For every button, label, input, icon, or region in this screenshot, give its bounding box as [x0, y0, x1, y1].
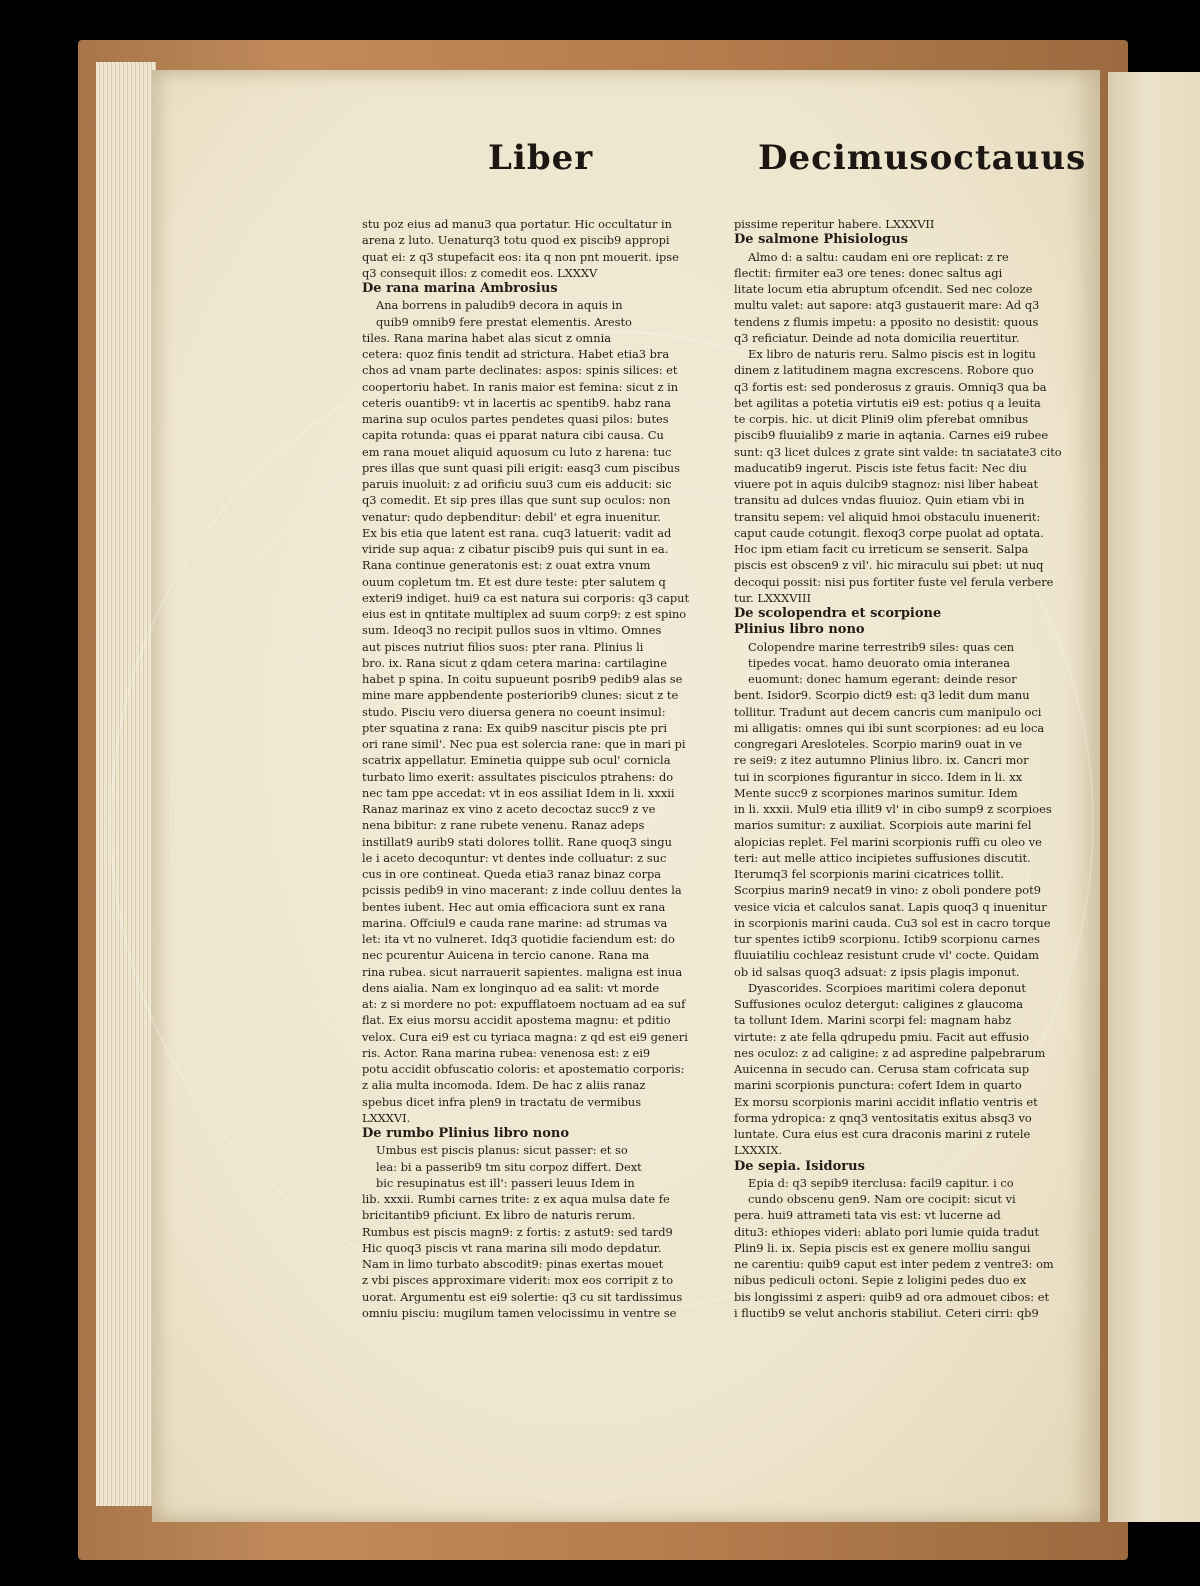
- text-line: sunt: q3 licet dulces z grate sint valde: tn saciatate3 cito: [734, 444, 1062, 459]
- text-line: decoqui possit: nisi pus fortiter fuste vel ferula verbere: [734, 574, 1054, 589]
- text-line: piscis est obscen9 z vil'. hic miraculu sui pbet: ut nuq: [734, 558, 1044, 573]
- text-line: marios sumitur: z auxiliat. Scorpiois aute marini fel: [734, 818, 1032, 833]
- text-line: ne carentiu: quib9 caput est inter pedem z ventre3: om: [734, 1257, 1054, 1271]
- text-line: alopicias replet. Fel marini scorpionis ruffi cu oleo ve: [734, 834, 1042, 849]
- text-line: bent. Isidor9. Scorpio dict9 est: q3 ledit dum manu: [734, 688, 1030, 703]
- text-line: nec pcurentur Auicena in tercio canone. Rana ma: [362, 948, 650, 963]
- text-line: paruis inuoluit: z ad orificiu suu3 cum eis adducit: sic: [362, 477, 672, 491]
- text-line: quib9 omnib9 fere prestat elementis. Aresto: [376, 314, 632, 329]
- text-line: venatur: qudo depbenditur: debil' et egra inuenitur.: [362, 509, 661, 524]
- text-line: sum. Ideoq3 no recipit pullos suos in vltimo. Omnes: [362, 623, 662, 638]
- text-line: Ranaz marinaz ex vino z aceto decoctaz succ9 z ve: [362, 802, 656, 816]
- text-line: tui in scorpiones figurantur in sicco. Idem in li. xx: [734, 769, 1023, 784]
- text-line: tipedes vocat. hamo deuorato omia interanea: [748, 655, 1011, 670]
- text-line: caput caude cotungit. flexoq3 corpe puolat ad optata.: [734, 525, 1044, 540]
- text-line: dens aialia. Nam ex longinquo ad ea salit: vt morde: [362, 980, 660, 995]
- text-line: in scorpionis marini cauda. Cu3 sol est in cacro torque: [734, 915, 1051, 930]
- text-line: ori rane simil'. Nec pua est solercia rane: que in mari pi: [362, 737, 686, 751]
- text-line: ris. Actor. Rana marina rubea: venenosa est: z ei9: [362, 1045, 651, 1060]
- text-line: instillat9 aurib9 stati dolores tollit. Rane quoq3 singu: [362, 834, 672, 849]
- text-line: Mente succ9 z scorpiones marinos sumitur. Idem: [734, 785, 1018, 800]
- text-line: cetera: quoz finis tendit ad strictura. Habet etia3 bra: [362, 347, 670, 361]
- text-line: uorat. Argumentu est ei9 solertie: q3 cu sit tardissimus: [362, 1289, 683, 1304]
- text-line: eius est in qntitate multiplex ad suum corp9: z est spino: [362, 607, 687, 621]
- text-line: bentes iubent. Hec aut omia efficaciora sunt ex rana: [362, 899, 666, 914]
- text-line: q3 fortis est: sed ponderosus z grauis. Omniq3 qua ba: [734, 379, 1047, 394]
- facing-page-edge: [1108, 72, 1200, 1522]
- text-line: Rumbus est piscis magn9: z fortis: z astut9: sed tard9: [362, 1224, 673, 1239]
- text-line: bet agilitas a potetia virtutis ei9 est: potius q a leuita: [734, 395, 1041, 410]
- text-line: exteri9 indiget. hui9 ca est natura sui corporis: q3 caput: [362, 590, 690, 605]
- text-line: capita rotunda: quas ei pparat natura cibi causa. Cu: [362, 428, 664, 443]
- text-line: pissime reperitur habere. LXXXVII: [734, 217, 935, 231]
- section-heading-line: Plinius libro nono: [734, 622, 865, 638]
- text-line: teri: aut melle attico incipietes suffusiones discutit.: [734, 850, 1031, 865]
- running-head-left: Liber: [488, 138, 594, 178]
- text-line: Dyascorides. Scorpioes maritimi colera deponut: [748, 980, 1027, 995]
- text-line: pcissis pedib9 in vino macerant: z inde colluu dentes la: [362, 883, 682, 898]
- text-line: nec tam ppe accedat: vt in eos assiliat Idem in li. xxxii: [362, 785, 675, 800]
- text-line: omniu pisciu: mugilum tamen velocissimu in ventre se: [362, 1305, 677, 1320]
- text-line: piscib9 fluuialib9 z marie in aqtania. Carnes ei9 rubee: [734, 428, 1049, 443]
- text-line: quat ei: z q3 stupefacit eos: ita q non pnt mouerit. ipse: [362, 249, 679, 264]
- text-line: pera. hui9 attrameti tata vis est: vt lucerne ad: [734, 1208, 1001, 1223]
- text-line: multu valet: aut sapore: atq3 gustauerit mare: Ad q3: [734, 298, 1040, 313]
- text-line: viuere pot in aquis dulcib9 stagnoz: nisi liber habeat: [734, 477, 1039, 491]
- text-line: q3 consequit illos: z comedit eos. LXXXV: [362, 265, 598, 280]
- text-line: nes oculoz: z ad caligine: z ad aspredine palpebrarum: [734, 1045, 1046, 1060]
- text-line: fluuiatiliu cochleaz resistunt crude vl' cocte. Quidam: [734, 948, 1039, 963]
- text-line: in li. xxxii. Mul9 etia illit9 vl' in cibo sump9 z scorpioes: [734, 802, 1052, 816]
- text-line: z vbi pisces approximare viderit: mox eos corripit z to: [362, 1273, 674, 1288]
- text-line: Hoc ipm etiam facit cu irreticum se senserit. Salpa: [734, 542, 1029, 556]
- text-line: at: z si mordere no pot: expufflatoem noctuam ad ea suf: [362, 997, 686, 1011]
- text-line: ob id salsas quoq3 adsuat: z ipsis plagis imponut.: [734, 964, 1020, 979]
- text-line: marini scorpionis punctura: cofert Idem in quarto: [734, 1078, 1022, 1093]
- text-line: Plin9 li. ix. Sepia piscis est ex genere molliu sangui: [734, 1240, 1031, 1255]
- text-line: coopertoriu habet. In ranis maior est femina: sicut z in: [362, 379, 679, 394]
- text-line: Almo d: a saltu: caudam eni ore replicat: z re: [748, 249, 1009, 264]
- text-line: Ex morsu scorpionis marini accidit inflatio ventris et: [734, 1094, 1038, 1109]
- text-line: bro. ix. Rana sicut z qdam cetera marina: cartilagine: [362, 655, 667, 670]
- section-heading-line: De rumbo Plinius libro nono: [362, 1126, 570, 1141]
- text-line: pres illas que sunt quasi pili erigit: easq3 cum piscibus: [362, 460, 680, 475]
- text-line: maducatib9 ingerut. Piscis iste fetus facit: Nec diu: [734, 460, 1027, 475]
- text-line: Suffusiones oculoz detergut: caligines z glaucoma: [734, 997, 1024, 1011]
- text-line: LXXXVI.: [362, 1110, 411, 1125]
- text-line: spebus dicet infra plen9 in tractatu de vermibus: [362, 1094, 642, 1109]
- text-line: habet p spina. In coitu supueunt posrib9 pedib9 alas se: [362, 672, 683, 686]
- text-line: vesice vicia et calculos sanat. Lapis quoq3 q inuenitur: [734, 899, 1047, 914]
- text-line: q3 reficiatur. Deinde ad nota domicilia reuertitur.: [734, 330, 1020, 345]
- text-line: let: ita vt no vulneret. Idq3 quotidie faciendum est: do: [362, 932, 675, 946]
- text-line: flat. Ex eius morsu accidit apostema magnu: et pditio: [362, 1013, 671, 1028]
- text-line: z alia multa incomoda. Idem. De hac z aliis ranaz: [362, 1078, 646, 1093]
- text-line: luntate. Cura eius est cura draconis marini z rutele: [734, 1127, 1031, 1141]
- text-line: Scorpius marin9 necat9 in vino: z oboli pondere pot9: [734, 883, 1041, 898]
- section-heading-line: De scolopendra et scorpione: [734, 606, 942, 621]
- text-line: euomunt: donec hamum egerant: deinde resor: [748, 672, 1017, 686]
- text-line: nena bibitur: z rane rubete venenu. Ranaz adeps: [362, 818, 645, 833]
- section-heading-line: De rana marina Ambrosius: [362, 281, 558, 296]
- text-line: cus in ore contineat. Queda etia3 ranaz binaz corpa: [362, 867, 662, 881]
- text-line: le i aceto decoquntur: vt dentes inde colluatur: z suc: [362, 850, 667, 865]
- text-line: te corpis. hic. ut dicit Plini9 olim pferebat omnibus: [734, 412, 1029, 426]
- text-line: Ex libro de naturis reru. Salmo piscis est in logitu: [748, 347, 1036, 361]
- text-line: marina. Offciul9 e cauda rane marine: ad strumas va: [362, 915, 668, 930]
- text-line: rina rubea. sicut narrauerit sapientes. maligna est inua: [362, 964, 683, 979]
- text-line: virtute: z ate fella qdrupedu pmiu. Facit aut effusio: [734, 1029, 1030, 1044]
- text-line: Umbus est piscis planus: sicut passer: et so: [376, 1143, 628, 1158]
- text-line: lib. xxxii. Rumbi carnes trite: z ex aqua mulsa date fe: [362, 1192, 670, 1206]
- text-line: scatrix appellatur. Eminetia quippe sub ocul' cornicla: [362, 753, 671, 768]
- text-line: Auicenna in secudo can. Cerusa stam cofricata sup: [734, 1062, 1030, 1076]
- text-line: transitu ad dulces vndas fluuioz. Quin etiam vbi in: [734, 493, 1025, 508]
- text-line: bic resupinatus est ill': passeri leuus Idem in: [376, 1175, 635, 1190]
- text-line: pter squatina z rana: Ex quib9 nascitur piscis pte pri: [362, 720, 667, 735]
- text-line: em rana mouet aliquid aquosum cu luto z harena: tuc: [362, 444, 672, 459]
- text-line: Nam in limo turbato abscodit9: pinas exertas mouet: [362, 1257, 664, 1271]
- text-line: ouum copletum tm. Et est dure teste: pter salutem q: [362, 574, 666, 589]
- text-line: ditu3: ethiopes videri: ablato pori lumie quida tradut: [734, 1224, 1040, 1239]
- text-line: marina sup oculos partes pendetes quasi pilos: butes: [362, 412, 669, 426]
- text-line: q3 comedit. Et sip pres illas que sunt sup oculos: non: [362, 493, 671, 508]
- section-heading-line: De sepia. Isidorus: [734, 1158, 865, 1174]
- text-line: congregari Aresloteles. Scorpio marin9 ouat in ve: [734, 737, 1023, 751]
- text-line: ceteris ouantib9: vt in lacertis ac spentib9. habz rana: [362, 395, 671, 410]
- text-line: Epia d: q3 sepib9 iterclusa: facil9 capitur. i co: [748, 1175, 1014, 1190]
- text-line: tollitur. Tradunt aut decem cancris cum manipulo oci: [734, 704, 1042, 719]
- section-heading-line: De salmone Phisiologus: [734, 232, 908, 248]
- text-line: velox. Cura ei9 est cu tyriaca magna: z qd est ei9 generi: [362, 1029, 688, 1044]
- text-line: turbato limo exerit: assultates pisciculos ptrahens: do: [362, 769, 674, 784]
- text-line: forma ydropica: z qnq3 ventositatis exitus absq3 vo: [734, 1110, 1032, 1125]
- text-line: Colopendre marine terrestrib9 siles: quas cen: [748, 639, 1015, 654]
- text-line: ta tollunt Idem. Marini scorpi fel: magnam habz: [734, 1013, 1012, 1028]
- text-line: Ana borrens in paludib9 decora in aquis in: [376, 298, 623, 313]
- page-edges: [96, 62, 156, 1506]
- text-line: Iterumq3 fel scorpionis marini cicatrices tollit.: [734, 867, 1004, 881]
- text-line: stu poz eius ad manu3 qua portatur. Hic occultatur in: [362, 217, 673, 231]
- text-line: studo. Pisciu vero diuersa genera no coeunt insimul:: [362, 704, 666, 719]
- text-line: dinem z latitudinem magna excrescens. Robore quo: [734, 363, 1034, 378]
- text-line: transitu sepem: vel aliquid hmoi obstaculu inuenerit:: [734, 509, 1041, 524]
- text-line: mi alligatis: omnes qui ibi sunt scorpiones: ad eu loca: [734, 720, 1045, 735]
- text-line: chos ad vnam parte declinates: aspos: spinis silices: et: [362, 363, 678, 378]
- text-line: lea: bi a passerib9 tm situ corpoz differt. Dext: [376, 1159, 642, 1174]
- text-line: bricitantib9 pficiunt. Ex libro de naturis rerum.: [362, 1208, 636, 1223]
- text-line: litate locum etia abruptum ofcendit. Sed nec coloze: [734, 282, 1033, 296]
- text-line: potu accidit obfuscatio coloris: et apostematio corporis:: [362, 1062, 685, 1076]
- text-line: tur. LXXXVIII: [734, 590, 811, 605]
- text-line: tiles. Rana marina habet alas sicut z omnia: [362, 330, 611, 345]
- text-line: Ex bis etia que latent est rana. cuq3 latuerit: vadit ad: [362, 525, 672, 540]
- text-line: tur spentes ictib9 scorpionu. Ictib9 scorpionu carnes: [734, 932, 1041, 946]
- left-text-column: [362, 216, 690, 1321]
- text-line: i fluctib9 se velut anchoris stabiliut. Ceteri cirri: qb9: [734, 1305, 1039, 1320]
- text-line: bis longissimi z asperi: quib9 ad ora admouet cibos: et: [734, 1289, 1050, 1304]
- text-line: flectit: firmiter ea3 ore tenes: donec saltus agi: [734, 265, 1003, 280]
- text-line: viride sup aqua: z cibatur piscib9 puis qui sunt in ea.: [362, 542, 669, 556]
- text-line: cundo obscenu gen9. Nam ore cocipit: sicut vi: [748, 1192, 1016, 1206]
- text-line: re sei9: z itez autumno Plinius libro. ix. Cancri mor: [734, 753, 1029, 768]
- text-line: tendens z flumis impetu: a pposito no desistit: quous: [734, 314, 1039, 329]
- text-line: LXXXIX.: [734, 1143, 783, 1158]
- text-line: Rana continue generatonis est: z ouat extra vnum: [362, 558, 651, 573]
- text-line: nibus pediculi octoni. Sepie z loligini pedes duo ex: [734, 1273, 1027, 1288]
- text-line: arena z luto. Uenaturq3 totu quod ex piscib9 appropi: [362, 233, 670, 248]
- text-line: mine mare appbendente posteriorib9 clunes: sicut z te: [362, 688, 679, 703]
- text-line: aut pisces nutriut filios suos: pter rana. Plinius li: [362, 639, 644, 654]
- running-head-right: Decimusoctauus: [758, 138, 1087, 178]
- text-line: Hic quoq3 piscis vt rana marina sili modo depdatur.: [362, 1240, 662, 1255]
- right-text-column: [734, 216, 1062, 1321]
